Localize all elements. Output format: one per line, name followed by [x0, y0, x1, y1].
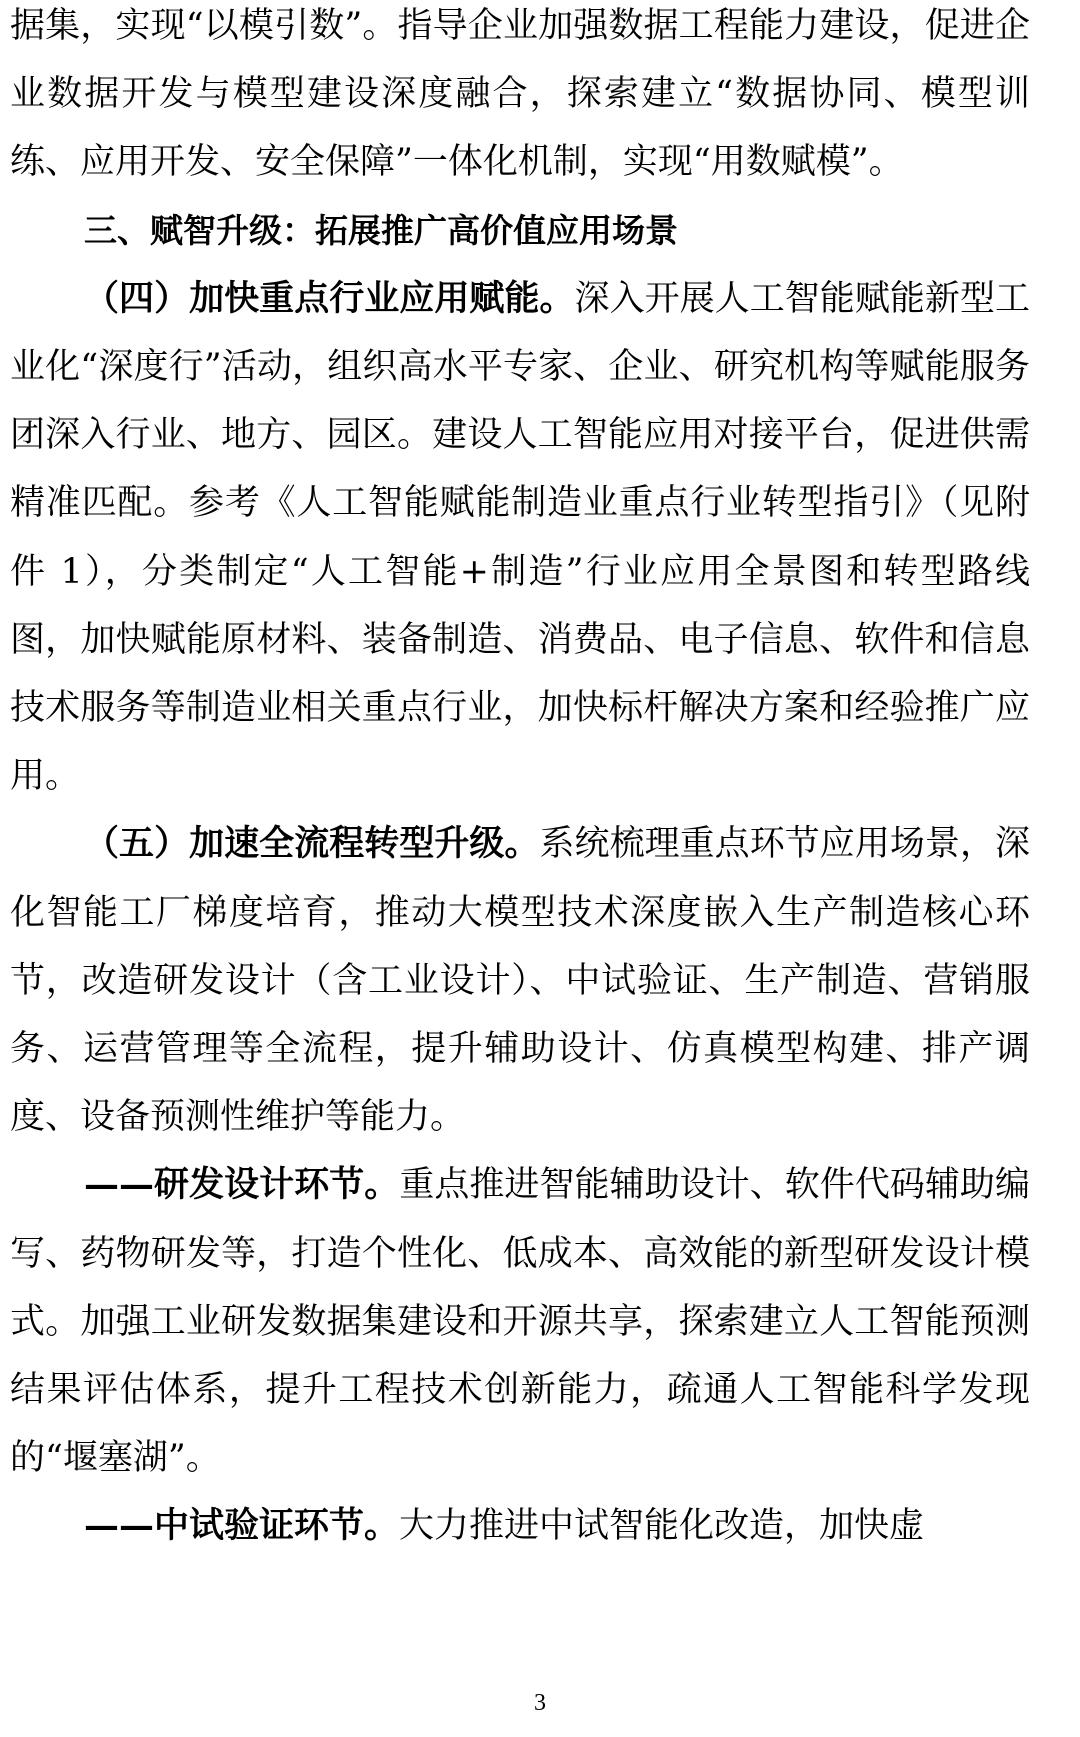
- paragraph-text: 系统梳理重点环节应用场景，深化智能工厂梯度培育，推动大模型技术深度嵌入生产制造核心环节，改造研发设计（含工业设计）、中试验证、生产制造、营销服务、运营管理等全流程，提升辅助设计、仿真模型构建、排产调度、设备预测性维护等能力。: [10, 824, 1030, 1138]
- page-number: 3: [534, 1690, 546, 1716]
- paragraph-text: 深入开展人工智能赋能新型工业化“深度行”活动，组织高水平专家、企业、研究机构等赋能服务团深入行业、地方、园区。建设人工智能应用对接平台，促进供需精准匹配。参考《人工智能赋能制造业重点行业转型指引》（见附件 1），分类制定“人工智能+制造”行业应用全景图和转型路线图，加快赋能原材料、装备制造、消费品、电子信息、软件和信息技术服务等制造业相关重点行业，加快标杆解决方案和经验推广应用。: [10, 278, 1030, 797]
- section-heading: 三、赋智升级：拓展推广高价值应用场景: [84, 210, 678, 250]
- paragraph-pilot-verification: [10, 1492, 1030, 1560]
- paragraph-lead: （四）加快重点行业应用赋能。: [84, 277, 575, 319]
- body-text: [10, 0, 1030, 1561]
- paragraph-continuation: 据集，实现“以模引数”。指导企业加强数据工程能力建设，促进企业数据开发与模型建设深度融合，探索建立“数据协同、模型训练、应用开发、安全保障”一体化机制，实现“用数赋模”。: [10, 6, 1030, 183]
- paragraph-item-5: [10, 810, 1030, 1151]
- paragraph-rd-design: [10, 1151, 1030, 1492]
- paragraph-item-4: [10, 265, 1030, 811]
- paragraph-lead: ——研发设计环节。: [84, 1164, 400, 1206]
- paragraph-lead: （五）加速全流程转型升级。: [84, 823, 540, 865]
- paragraph-text: 重点推进智能辅助设计、软件代码辅助编写、药物研发等，打造个性化、低成本、高效能的新型研发设计模式。加强工业研发数据集建设和开源共享，探索建立人工智能预测结果评估体系，提升工程技术创新能力，疏通人工智能科学发现的“堰塞湖”。: [10, 1165, 1030, 1479]
- paragraph-lead: ——中试验证环节。: [84, 1505, 400, 1547]
- paragraph-text: 大力推进中试智能化改造，加快虚: [399, 1506, 925, 1547]
